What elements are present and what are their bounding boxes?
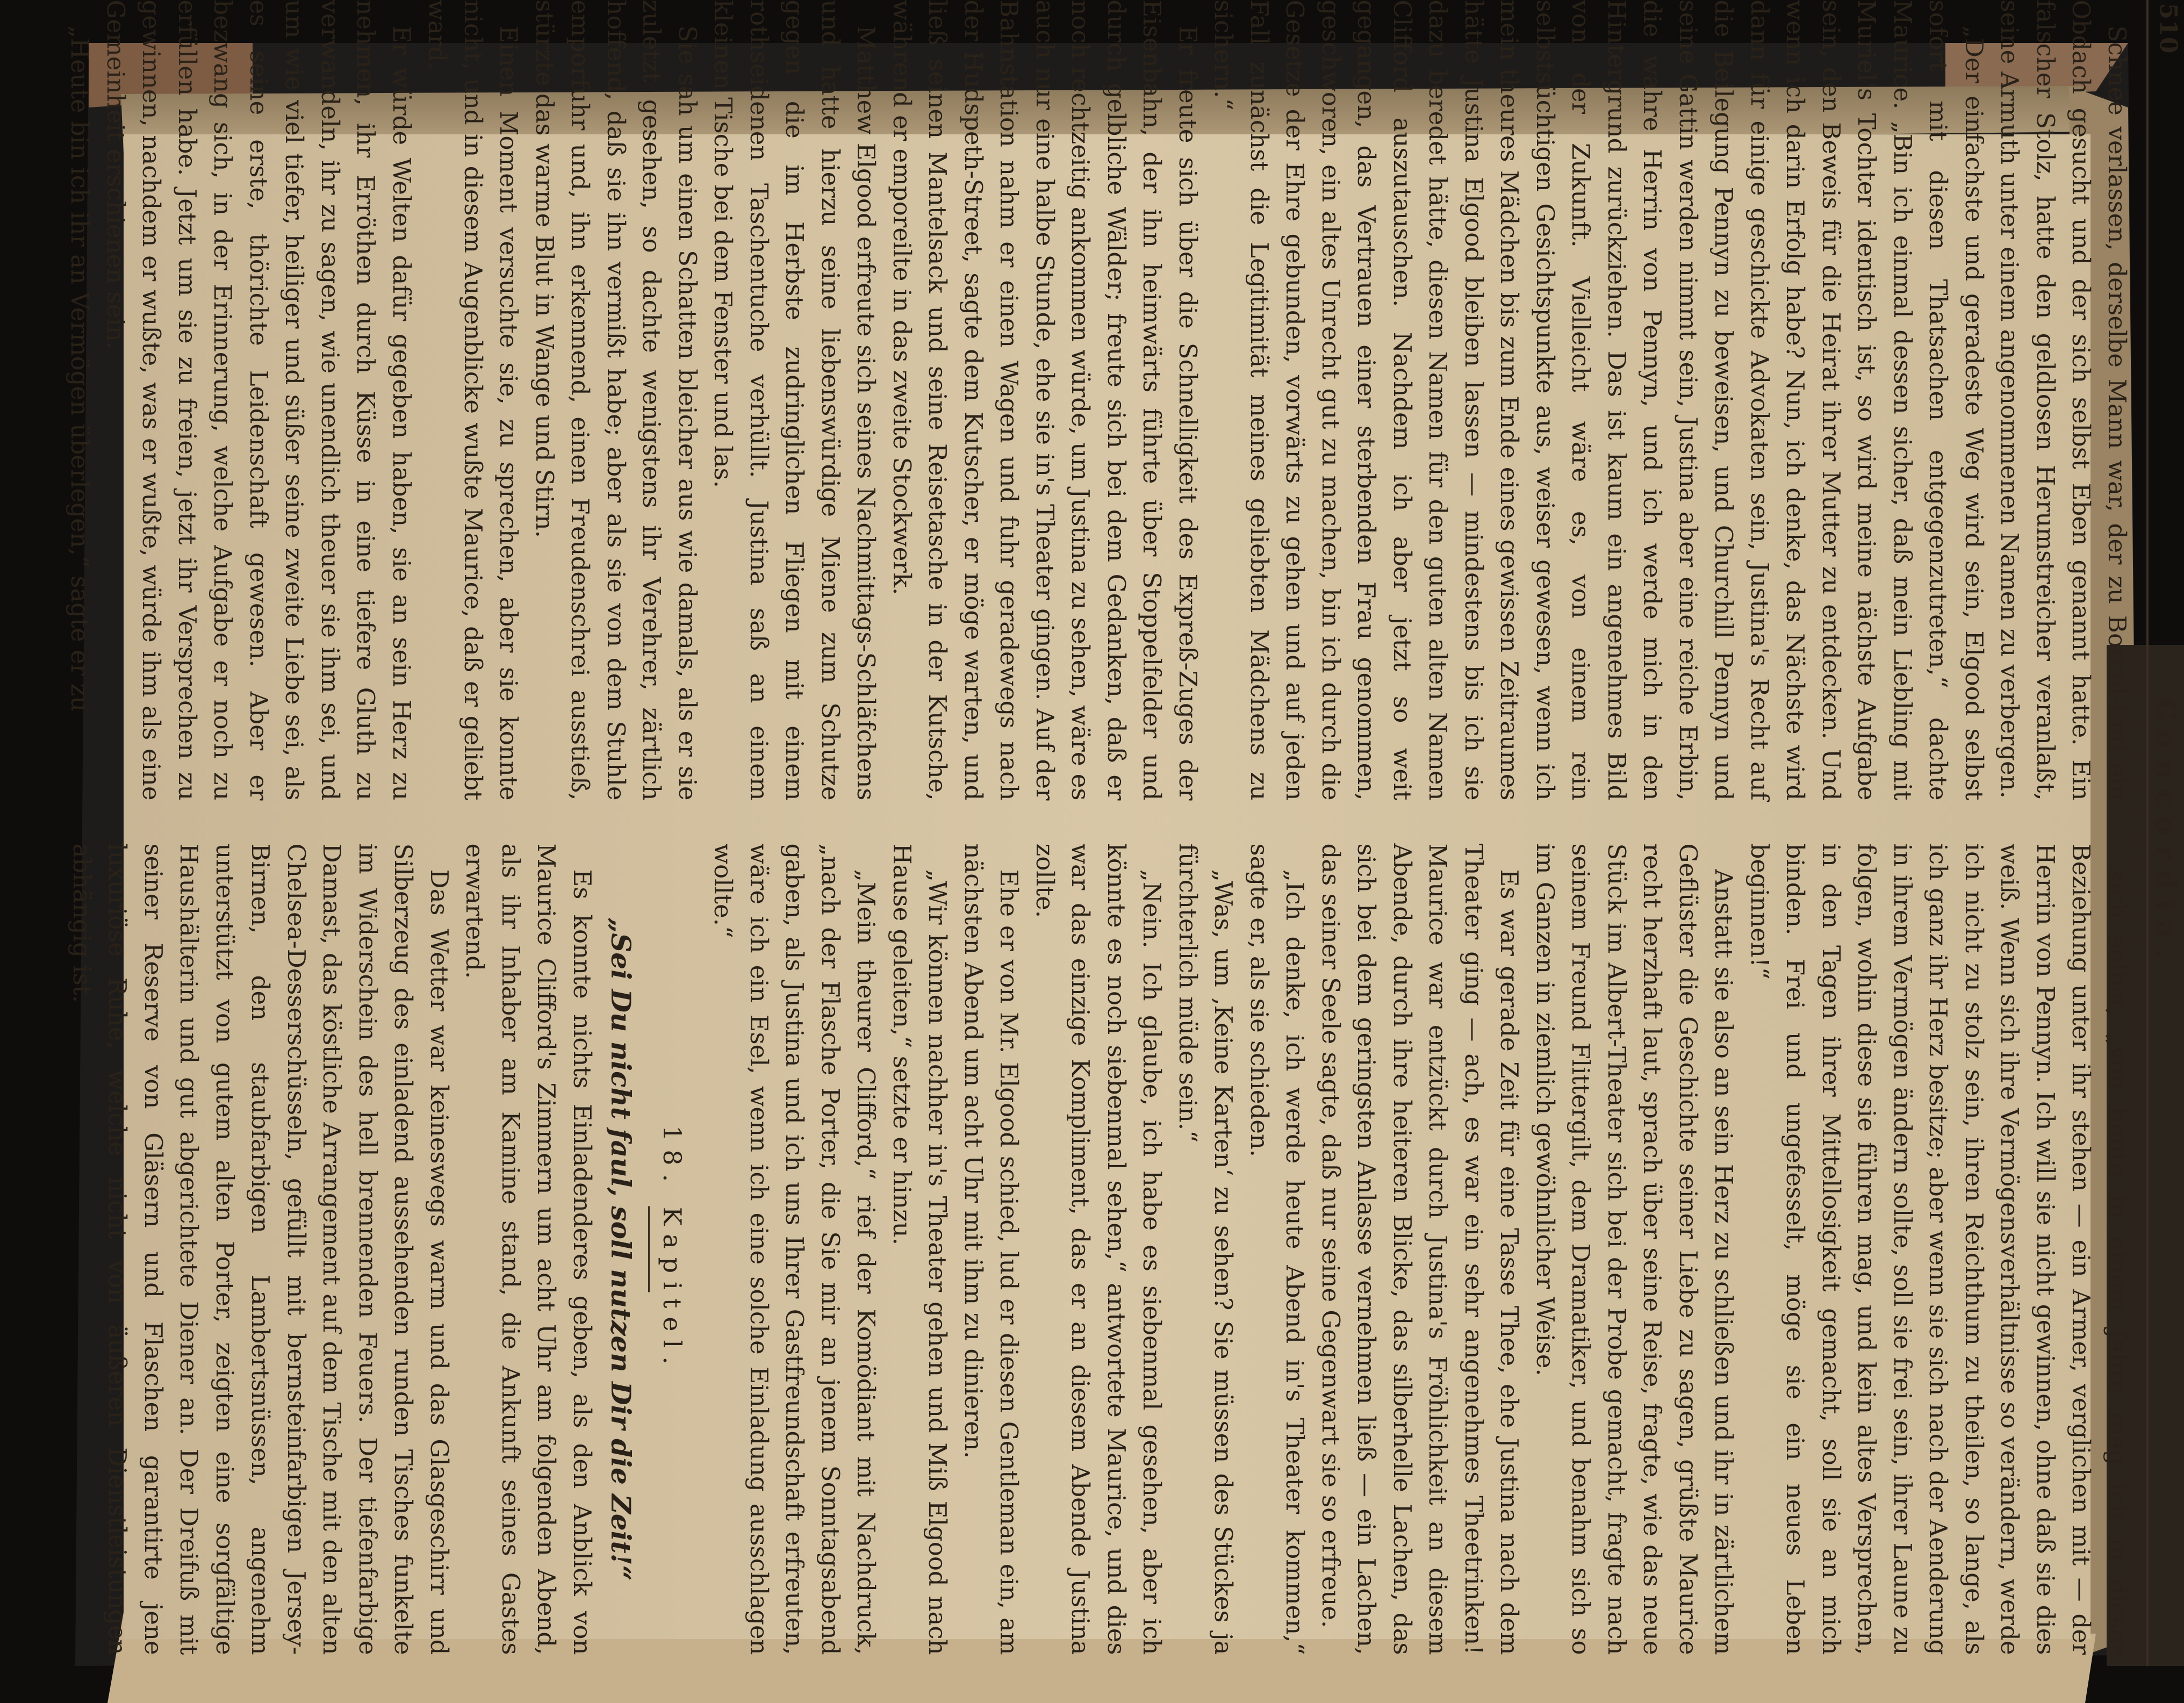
paragraph: „Heute bin ich ihr an Vermögen überlegen,“ sagte er zu [66,25,95,712]
paragraph: Anstatt sie also an sein Herz zu schließen und ihr in zärtlichem Geflüster die Geschichte seiner Liebe zu sagen, grüßte Maurice recht herzhaft laut, sprach über seine Reise, fragte, wie das neue Stück im Albert-Theater sich bei der Probe gemacht, fragte nach seinem Freund Flittergilt, dem Dramatiker, und benahm sich so im Ganzen in ziemlich gewöhnlicher Weise. [1531,843,1738,1655]
paragraph: „Der einfachste und geradeste Weg wird sein, Elgood selbst sofort mit diesen Thatsachen entgegenzutreten,“ dachte Maurice. „Bin ich einmal dessen sicher, daß mein Liebling mit Muriel's Tochter identisch ist, so wird meine nächste Aufgabe sein, den Beweis für die Heirat ihrer Mutter zu entdecken. Und wenn ich darin Erfolg habe? Nun, ich denke, das Nächste wird dann für einige geschickte Advokaten sein, Justina's Recht auf die Beilegung Pennyn zu beweisen, und Churchill Pennyn und seine Gattin werden nimmt sein, Justina aber eine reiche Erbin, die wahre Herrin von Pennyn, und ich werde mich in den Hintergrund zurückziehen. Das ist kaum ein angenehmes Bild von der Zukunft. Vielleicht wäre es, von einem rein selbstsüchtigen Gesichtspunkte aus, weiser gewesen, wenn ich mein theures Mädchen bis zum Ende eines gewissen Zeitraumes hätte Justina Elgood bleiben lassen — mindestens bis ich sie dazu beredet hätte, diesen Namen für den guten alten Namen Clifford auszutauschen. Nachdem ich aber jetzt so weit gegangen, das Vertrauen einer sterbenden Frau genommen, geschworen, ein altes Unrecht gut zu machen, bin ich durch die Gesetze der Ehre gebunden, vorwärts zu gehen und auf jeden Fall zunächst die Legitimität meines geliebten Mädchens zu sichern.“ [1209,0,1988,801]
paragraph: Er freute sich über die Schnelligkeit des Expreß-Zuges der Eisenbahn, der ihn heimwärts führte über Stoppelfelder und durch gelbliche Wälder; freute sich bei dem Gedanken, daß er noch rechtzeitig ankommen würde, um Justina zu sehen, wäre es auch nur eine halbe Stunde, ehe sie in's Theater gingen. Auf der Bahnstation nahm er einen Wagen und fuhr geradewegs nach der Hudspeth-Street, sagte dem Kutscher, er möge warten, und ließ seinen Mantelsack und seine Reisetasche in der Kutsche, während er emporeilte in das zweite Stockwerk. [888,0,1202,801]
paragraph: „Wir können nachher in's Theater gehen und Miß Elgood nach Hause geleiten,“ setzte er hinzu. [888,843,952,1655]
chapter-motto: „Sei Du nicht faul, soll nutzen Dir die Zeit!“ [605,917,637,1581]
running-head: Concordia. [2150,698,2182,969]
right-column [68,843,2135,1655]
chapter-rule [649,1206,650,1292]
paragraph: „Nein. Ich glaube, ich habe es siebenmal gesehen, aber ich könnte es noch siebenmal sehen,“ antwortete Maurice, und dies war das einzige Kompliment, das er an diesem Abende Justina zollte. [1031,843,1167,1655]
paragraph: Einen Moment versuchte sie, zu sprechen, aber sie konnte nicht, und in diesem Augenblicke wußte Maurice, daß er geliebt ward. [423,0,523,801]
paragraph: „Was, um ‚Keine Karten‘ zu sehen? Sie müssen des Stückes ja fürchterlich müde sein.“ [1174,843,1238,1655]
paragraph: Ehe er von Mr. Elgood schied, lud er diesen Gentleman ein, am nächsten Abend um acht Uhr mit ihm zu dinieren. [959,843,1024,1655]
paragraph: Es war gerade Zeit für eine Tasse Thee, ehe Justina nach dem Theater ging — ach, es war ein sehr angenehmes Theetrinken! Maurice war entzückt durch Justina's Fröhlichkeit an diesem Abende, durch ihre heiteren Blicke, das silberhelle Lachen, das sich bei dem geringsten Anlasse vernehmen ließ — ein Lachen, das seiner Seele sagte, daß nur seine Gegenwart sie so erfreue. [1317,843,1524,1655]
paragraph: Das Wetter war keineswegs warm und das Glasgeschirr und Silberzeug des einladend aussehenden runden Tisches funkelte im Widerschein des hell brennenden Feuers. Der tiefenfarbige Damast, das köstliche Arrangement auf dem Tische mit den alten Chelsea-Desserschüsseln, gefüllt mit bernsteinfarbigen Jersey-Birnen, den staubfarbigen Lambertsnüssen, angenehm unterstützt von gutem alten Porter, zeigten eine sorgfältige Haushälterin und gut abgerichtete Diener an. Der Dreifuß mit seiner Reserve von Gläsern und Flaschen garantirte jene luxuriöse Ruhe, welche nicht von äußeren Dienstleistungen abhängig ist. [68,843,454,1655]
chapter-heading: 18. Kapitel. [658,1125,687,1373]
paragraph: sich selbst, „von heute in einem Jahre mag ich in dieser Beziehung unter ihr stehen — ein Armer, verglichen mit — der Herrin von Pennyn. Ich will sie nicht gewinnen, ohne daß sie dies weiß. Wenn sich ihre Vermögensverhältnisse so verändern, werde ich nicht zu stolz sein, ihren Reichthum zu theilen, so lange, als ich ganz ihr Herz besitze; aber wenn sie sich nach der Aenderung in ihrem Vermögen ändern sollte, soll sie frei sein, ihrer Laune zu folgen, wohin diese sie führen mag, und kein altes Versprechen, in den Tagen ihrer Mittellosigkeit gemacht, soll sie an mich binden. Frei und ungefesselt, möge sie ein neues Leben beginnen!“ [1745,843,2131,1655]
left-column [66,0,2135,801]
paragraph: „Mein theurer Clifford,“ rief der Komödiant mit Nachdruck, „nach der Flasche Porter, die Sie mir an jenem Sonntagsabend gaben, als Justina und ich uns Ihrer Gastfreundschaft erfreuten, wäre ich ein Esel, wenn ich eine solche Einladung ausschlagen wollte.“ [709,843,881,1655]
paragraph: Er würde Welten dafür gegeben haben, sie an sein Herz zu nehmen, ihr Erröthen durch Küsse in eine tiefere Gluth zu verwandeln, ihr zu sagen, wie unendlich theuer sie ihm sei, und um wie viel tiefer, heiliger und süßer seine zweite Liebe sei, als es seine erste, thörichte Leidenschaft gewesen. Aber er bezwang sich, in der Erinnerung, welche Aufgabe er noch zu erfüllen habe. Jetzt um sie zu freien, jetzt ihr Versprechen zu gewinnen, nachdem er wußte, was er wußte, würde ihm als eine Gemeinheit erschienen sein. [102,0,416,801]
paragraph: Matthew Elgood erfreute sich seines Nachmittags-Schläfchens und hatte hierzu seine liebenswürdige Miene zum Schutze gegen die im Herbste zudringlichen Fliegen mit einem rothseidenen Taschentuche verhüllt. Justina saß an einem kleinen Tische bei dem Fenster und las. [709,0,881,801]
paragraph: Schnee verlassen, derselbe Mann war, der zu Borcel-End ein Obdach gesucht und der sich selbst Eben genannt hatte. Ein falscher Stolz, hatte den geldlosen Herumstreicher veranlaßt, seine Armuth unter einem angenommenen Namen zu verbergen. [1995,0,2131,801]
header-rule [2146,0,2149,1666]
paragraph: Sie sah um einen Schatten bleicher aus wie damals, als er sie zuletzt gesehen, so dachte wenigstens ihr Verehrer, zärtlich hoffend, daß sie ihn vermißt habe; aber als sie von dem Stuhle emporfuhr und, ihn erkennend, einen Freudenschrei ausstieß, stürzte das warme Blut in Wange und Stirn. [530,0,702,801]
paragraph: „Ich denke, ich werde heute Abend in's Theater kommen,“ sagte er, als sie schieden. [1245,843,1310,1655]
paragraph: Es konnte nichts Einladenderes geben, als den Anblick von Maurice Clifford's Zimmern um acht Uhr am folgenden Abend, als ihr Inhaber am Kamine stand, die Ankunft seines Gastes erwartend. [461,843,597,1655]
page-number: 510 [2154,3,2182,54]
